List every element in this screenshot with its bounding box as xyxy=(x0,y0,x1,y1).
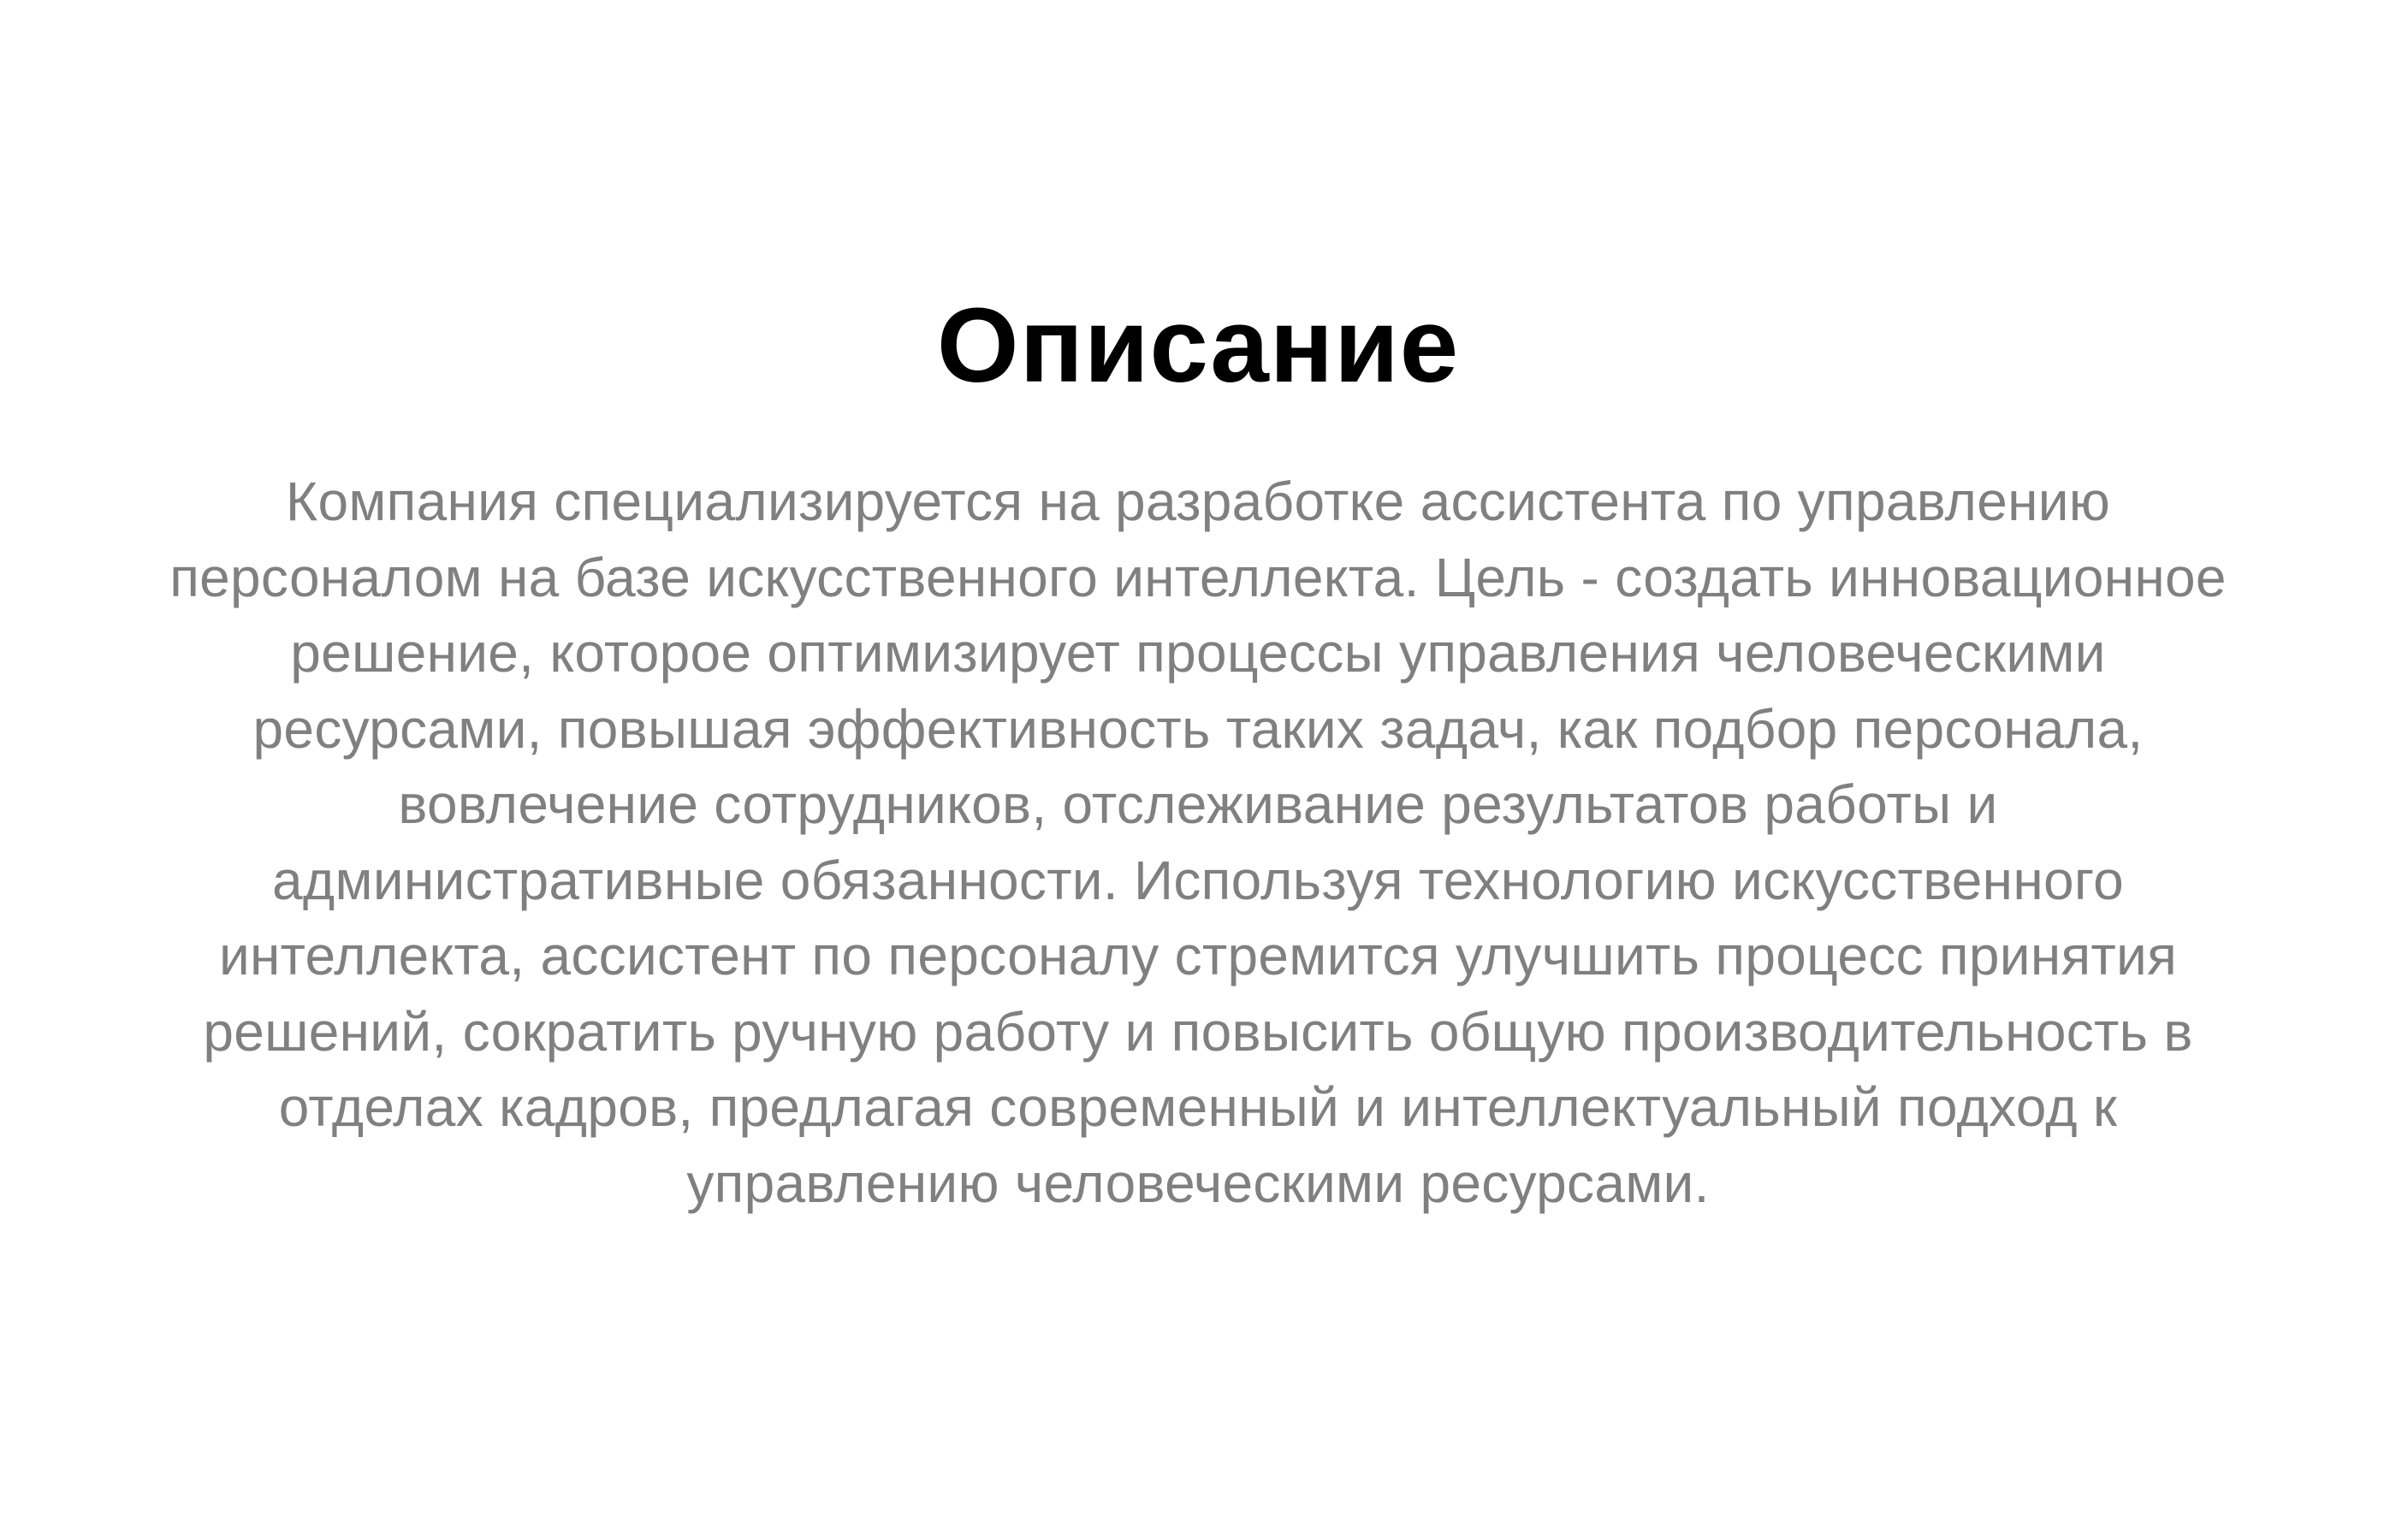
section-title: Описание xyxy=(936,287,1460,405)
description-line: управлению человеческими ресурсами. xyxy=(686,1152,1710,1214)
description-line: персоналом на базе искусственного интеллекта. Цель - создать инновационное xyxy=(169,546,2227,608)
description-section xyxy=(86,287,2310,1221)
description-line: вовлечение сотрудников, отслеживание результатов работы и xyxy=(398,773,1998,835)
description-line: ресурсами, повышая эффективность таких задач, как подбор персонала, xyxy=(252,697,2144,760)
description-line: административные обязанности. Используя технологию искусственного xyxy=(272,849,2124,911)
description-line: решение, которое оптимизирует процессы управления человеческими xyxy=(290,622,2106,684)
description-line: интеллекта, ассистент по персоналу стремится улучшить процесс принятия xyxy=(218,925,2178,986)
description-line: решений, сократить ручную работу и повысить общую производительность в xyxy=(203,1000,2193,1063)
description-line: Компания специализируется на разработке ассистента по управлению xyxy=(285,471,2111,532)
description-line: отделах кадров, предлагая современный и интеллектуальный подход к xyxy=(278,1076,2118,1138)
description-text xyxy=(103,464,2293,1221)
